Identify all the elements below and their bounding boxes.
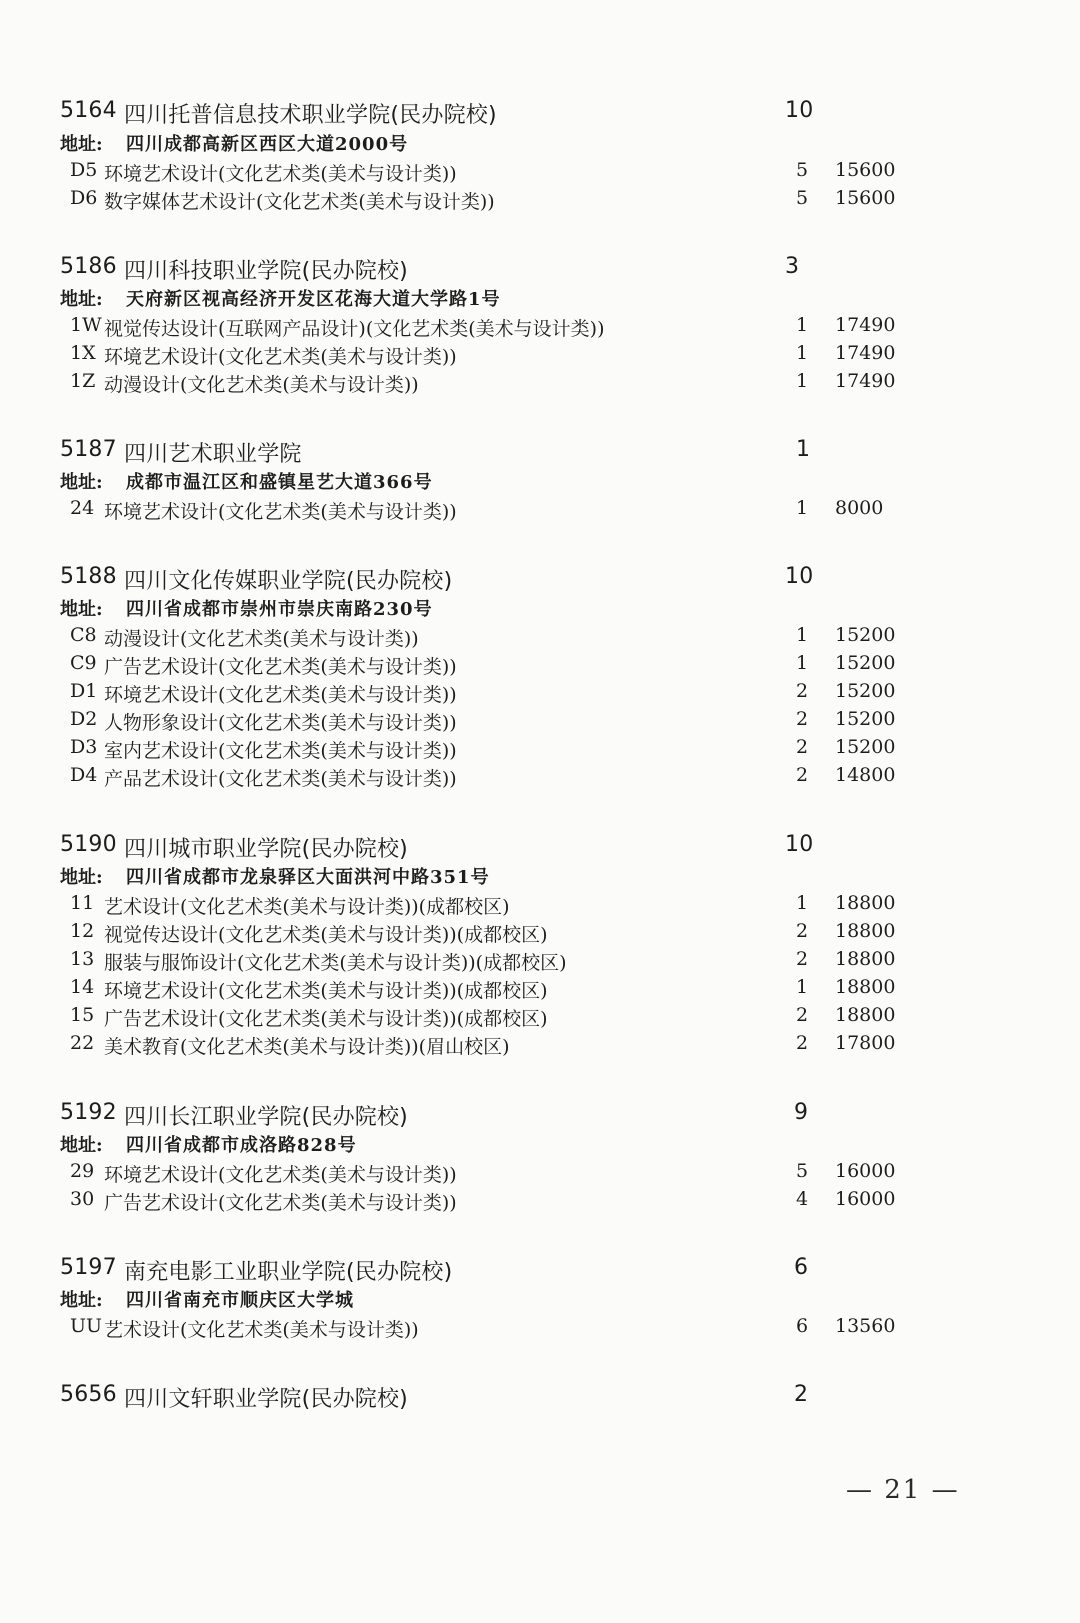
major-fee: 15600 [835,187,896,209]
major-row [0,187,1080,217]
school-code: 5186 [60,254,117,279]
school-name: 四川长江职业学院(民办院校) [124,1105,408,1130]
address-label: 地址: [60,599,103,620]
major-name: 环境艺术设计(文化艺术类(美术与设计类)) [104,346,457,368]
school-name: 四川城市职业学院(民办院校) [124,837,408,862]
major-row [0,708,1080,738]
major-code: C9 [70,652,97,674]
major-code: 1Z [70,370,96,392]
school-code: 5192 [60,1100,117,1125]
major-fee: 18800 [835,948,896,970]
school-code: 5164 [60,98,117,123]
address-label: 地址: [60,289,103,310]
school-header [0,1255,1080,1285]
school-header [0,1382,1080,1412]
major-count: 1 [796,892,809,914]
school-plan-count: 10 [785,832,814,857]
major-name: 环境艺术设计(文化艺术类(美术与设计类)) [104,684,457,706]
school-name: 四川艺术职业学院 [124,442,302,467]
address-text: 四川成都高新区西区大道2000号 [126,134,409,155]
school-address [0,595,1080,625]
school-address [0,1286,1080,1316]
major-name: 广告艺术设计(文化艺术类(美术与设计类)) [104,656,457,678]
major-fee: 15600 [835,159,896,181]
major-count: 2 [796,948,809,970]
major-fee: 15200 [835,736,896,758]
school-plan-count: 6 [794,1255,809,1280]
school-code: 5188 [60,564,117,589]
major-row [0,1188,1080,1218]
major-code: D4 [70,764,98,786]
major-name: 视觉传达设计(文化艺术类(美术与设计类))(成都校区) [104,924,548,946]
major-name: 服装与服饰设计(文化艺术类(美术与设计类))(成都校区) [104,952,567,974]
school-name: 四川科技职业学院(民办院校) [124,259,408,284]
major-code: D6 [70,187,98,209]
school-code: 5197 [60,1255,117,1280]
major-fee: 17490 [835,370,896,392]
major-fee: 18800 [835,892,896,914]
major-count: 1 [796,624,809,646]
major-row [0,1032,1080,1062]
address-text: 四川省成都市成洛路828号 [126,1135,357,1156]
school-code: 5190 [60,832,117,857]
major-row [0,892,1080,922]
major-row [0,652,1080,682]
major-fee: 17490 [835,342,896,364]
address-text: 四川省南充市顺庆区大学城 [126,1290,354,1311]
major-name: 广告艺术设计(文化艺术类(美术与设计类)) [104,1192,457,1214]
school-header [0,98,1080,128]
major-name: 艺术设计(文化艺术类(美术与设计类))(成都校区) [104,896,510,918]
school-header [0,437,1080,467]
major-code: C8 [70,624,97,646]
major-fee: 15200 [835,680,896,702]
major-fee: 15200 [835,624,896,646]
address-label: 地址: [60,867,103,888]
school-header [0,254,1080,284]
major-name: 动漫设计(文化艺术类(美术与设计类)) [104,628,419,650]
major-code: 14 [70,976,95,998]
page-number: — 21 — [846,1475,960,1505]
major-name: 环境艺术设计(文化艺术类(美术与设计类)) [104,501,457,523]
major-row [0,159,1080,189]
school-header [0,1100,1080,1130]
major-fee: 18800 [835,976,896,998]
address-text: 成都市温江区和盛镇星艺大道366号 [126,472,433,493]
address-label: 地址: [60,1135,103,1156]
major-name: 环境艺术设计(文化艺术类(美术与设计类)) [104,1164,457,1186]
school-name: 南充电影工业职业学院(民办院校) [124,1260,453,1285]
major-row [0,1160,1080,1190]
major-name: 美术教育(文化艺术类(美术与设计类))(眉山校区) [104,1036,510,1058]
school-address [0,468,1080,498]
school-plan-count: 10 [785,564,814,589]
major-code: D5 [70,159,98,181]
major-count: 2 [796,920,809,942]
major-name: 环境艺术设计(文化艺术类(美术与设计类)) [104,163,457,185]
school-address [0,1131,1080,1161]
major-count: 1 [796,342,809,364]
major-row [0,1004,1080,1034]
major-count: 2 [796,708,809,730]
major-row [0,948,1080,978]
school-name: 四川文轩职业学院(民办院校) [124,1387,408,1412]
school-plan-count: 9 [794,1100,809,1125]
major-count: 5 [796,159,809,181]
school-plan-count: 10 [785,98,814,123]
major-code: D1 [70,680,98,702]
major-count: 4 [796,1188,809,1210]
major-code: 13 [70,948,95,970]
major-fee: 17800 [835,1032,896,1054]
school-address [0,863,1080,893]
major-fee: 15200 [835,652,896,674]
major-fee: 15200 [835,708,896,730]
major-name: 产品艺术设计(文化艺术类(美术与设计类)) [104,768,457,790]
major-name: 艺术设计(文化艺术类(美术与设计类)) [104,1319,419,1341]
address-text: 四川省成都市龙泉驿区大面洪河中路351号 [126,867,490,888]
major-code: 24 [70,497,95,519]
major-count: 1 [796,976,809,998]
school-code: 5656 [60,1382,117,1407]
major-code: 15 [70,1004,95,1026]
major-count: 2 [796,1032,809,1054]
major-count: 2 [796,736,809,758]
school-plan-count: 3 [785,254,800,279]
major-row [0,680,1080,710]
major-fee: 18800 [835,1004,896,1026]
school-address [0,130,1080,160]
major-name: 广告艺术设计(文化艺术类(美术与设计类))(成都校区) [104,1008,548,1030]
school-code: 5187 [60,437,117,462]
major-count: 6 [796,1315,809,1337]
major-row [0,342,1080,372]
major-code: D3 [70,736,98,758]
major-count: 2 [796,764,809,786]
major-row [0,920,1080,950]
major-count: 2 [796,680,809,702]
major-row [0,497,1080,527]
major-code: 22 [70,1032,95,1054]
major-row [0,370,1080,400]
major-fee: 18800 [835,920,896,942]
major-fee: 14800 [835,764,896,786]
address-label: 地址: [60,1290,103,1311]
major-fee: 16000 [835,1160,896,1182]
school-header [0,832,1080,862]
major-name: 数字媒体艺术设计(文化艺术类(美术与设计类)) [104,191,495,213]
major-fee: 8000 [835,497,884,519]
major-name: 环境艺术设计(文化艺术类(美术与设计类))(成都校区) [104,980,548,1002]
major-code: 1W [70,314,102,336]
major-name: 视觉传达设计(互联网产品设计)(文化艺术类(美术与设计类)) [104,318,605,340]
major-count: 5 [796,187,809,209]
major-row [0,624,1080,654]
major-count: 5 [796,1160,809,1182]
major-count: 1 [796,314,809,336]
major-code: 12 [70,920,95,942]
major-row [0,764,1080,794]
major-row [0,976,1080,1006]
major-code: UU [70,1315,103,1337]
address-text: 天府新区视高经济开发区花海大道大学路1号 [126,289,501,310]
school-address [0,285,1080,315]
school-name: 四川托普信息技术职业学院(民办院校) [124,103,497,128]
major-row [0,736,1080,766]
major-count: 1 [796,652,809,674]
major-fee: 13560 [835,1315,896,1337]
major-fee: 17490 [835,314,896,336]
major-code: 11 [70,892,95,914]
school-plan-count: 2 [794,1382,809,1407]
major-count: 2 [796,1004,809,1026]
school-name: 四川文化传媒职业学院(民办院校) [124,569,453,594]
school-header [0,564,1080,594]
major-code: D2 [70,708,98,730]
major-row [0,1315,1080,1345]
major-name: 动漫设计(文化艺术类(美术与设计类)) [104,374,419,396]
address-text: 四川省成都市崇州市崇庆南路230号 [126,599,433,620]
address-label: 地址: [60,134,103,155]
major-code: 29 [70,1160,95,1182]
major-code: 1X [70,342,96,364]
major-row [0,314,1080,344]
major-count: 1 [796,370,809,392]
school-plan-count: 1 [796,437,811,462]
major-count: 1 [796,497,809,519]
major-fee: 16000 [835,1188,896,1210]
major-name: 室内艺术设计(文化艺术类(美术与设计类)) [104,740,457,762]
major-name: 人物形象设计(文化艺术类(美术与设计类)) [104,712,457,734]
major-code: 30 [70,1188,95,1210]
address-label: 地址: [60,472,103,493]
